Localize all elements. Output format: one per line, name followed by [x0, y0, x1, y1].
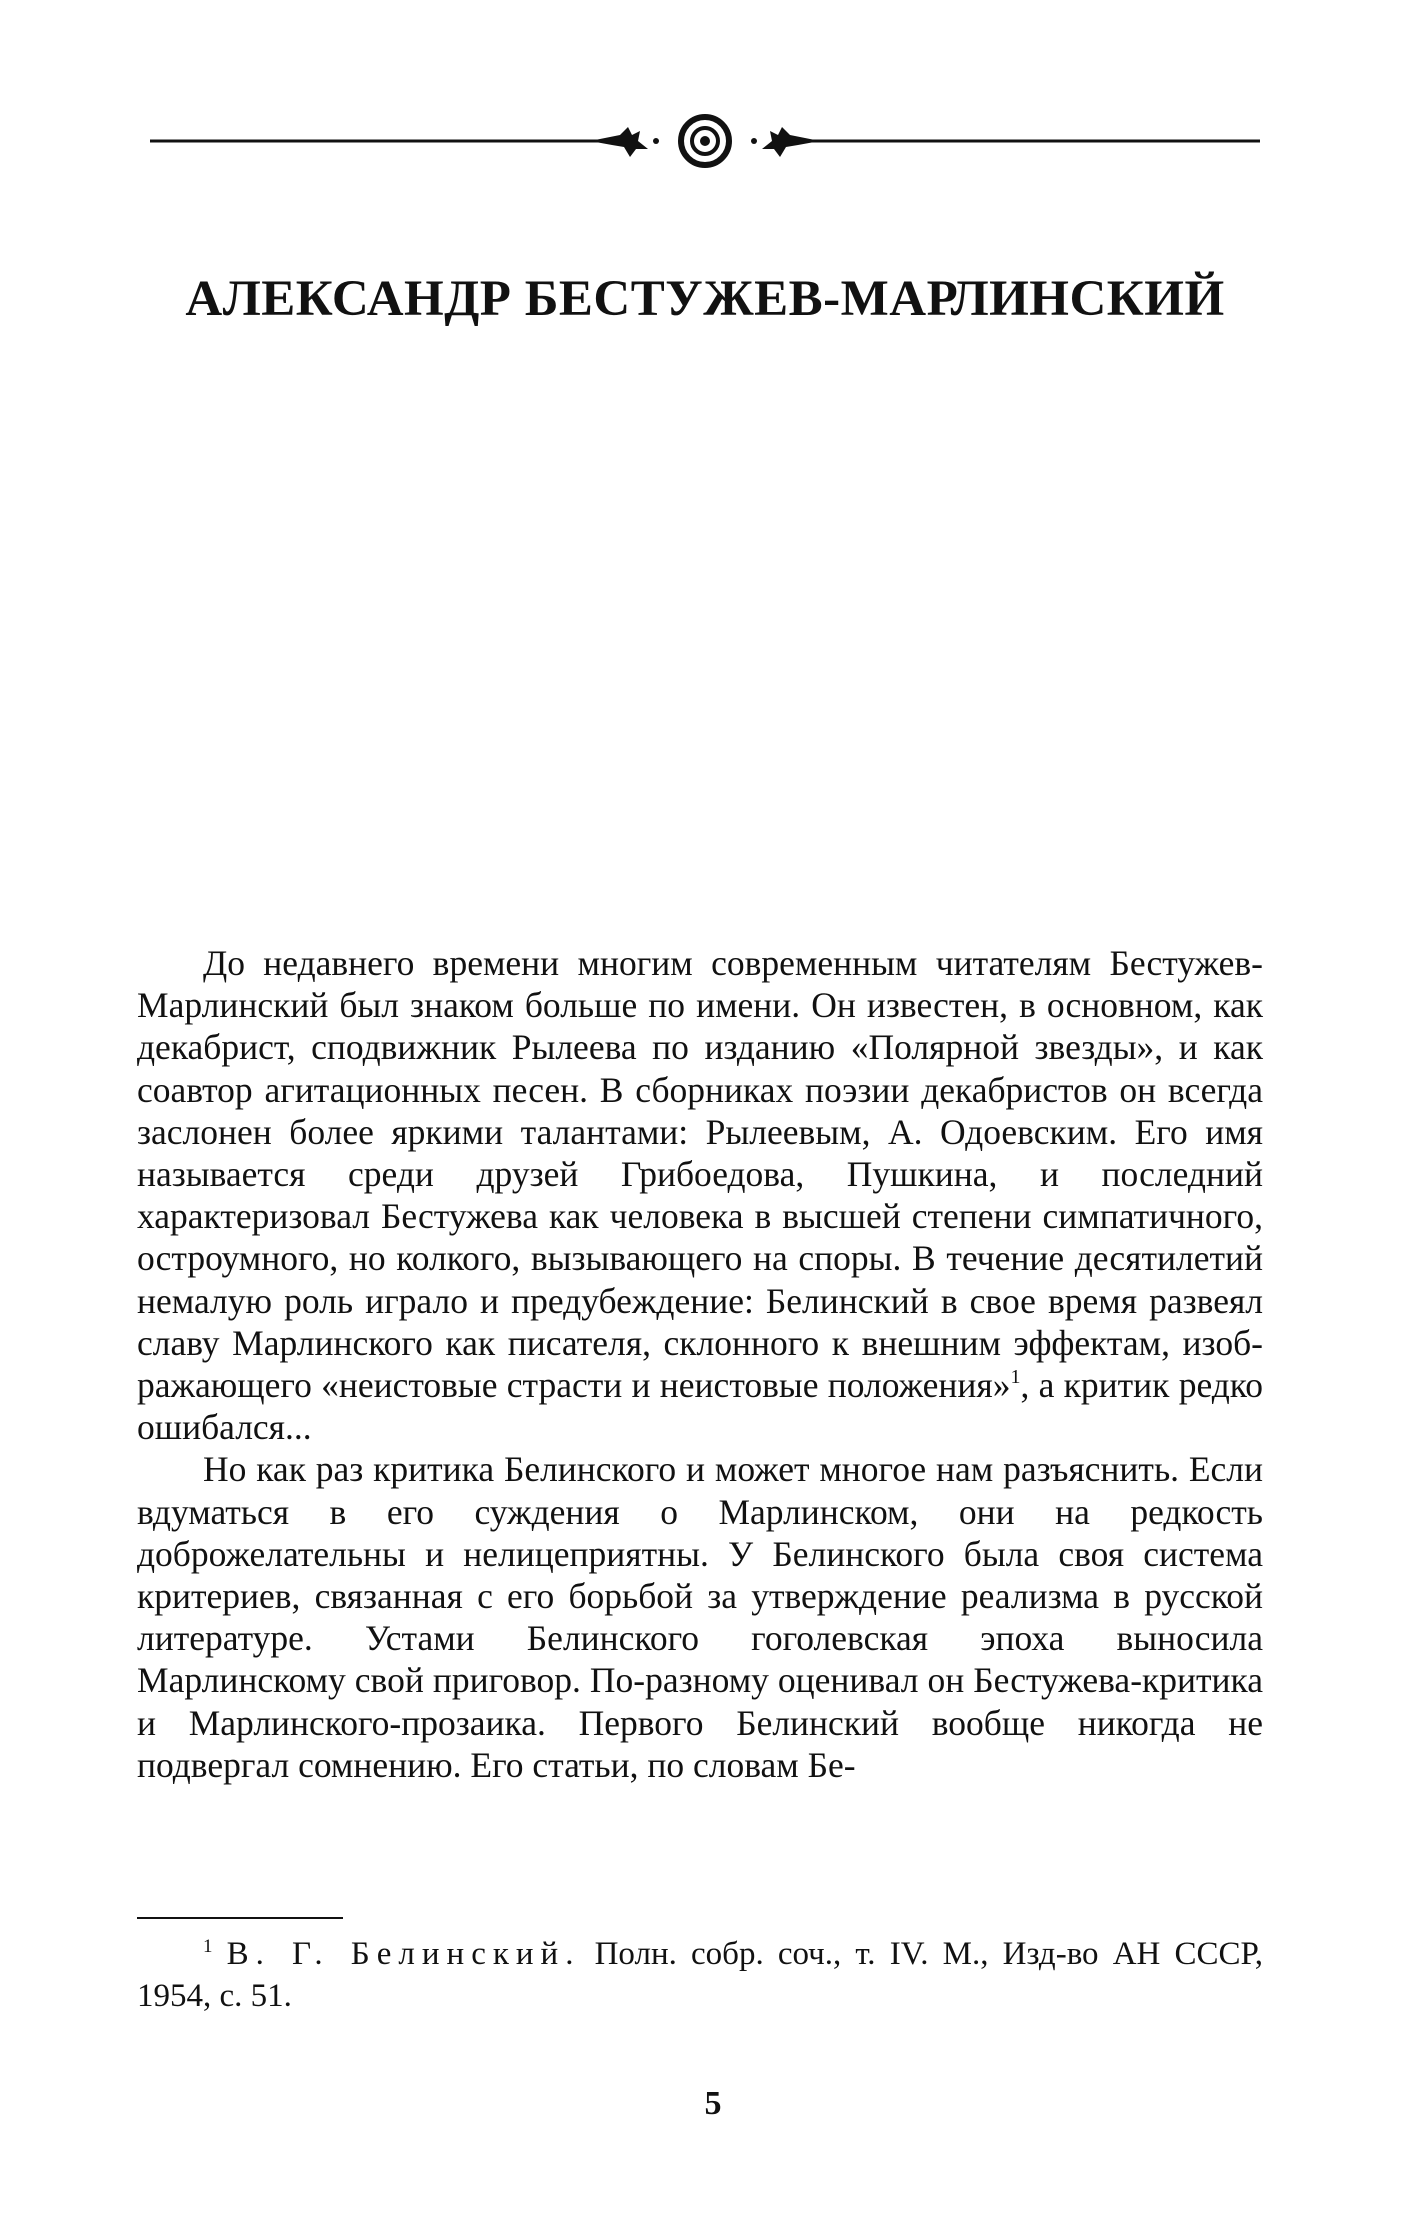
footnote-text: Полн. собр. соч., т. IV. М., Изд-во АН СССР, 1954, с. 51.	[137, 1936, 1264, 2014]
paragraph-text-continued: , а критик редко ошибался...	[137, 1365, 1263, 1448]
paragraph-text: Но как раз критика Белинского и может многое нам разъяснить. Если вдуматься в его суждения о Марлинском, они на редкость доброжелательны и нелицеприятны. У Белинского была своя система критериев, связанная с его борьбой за утверждение реализма в русской литературе. Устами Белинского гоголевская эпоха выносила Марлинскому свой приговор. По-разному оценивал он Бестужева-критика и Марлинского-прозаика. Первого Белинский вообще никогда не подвергал сомнению. Его статьи, по словам Бе-	[137, 1449, 1263, 1785]
header-ornament	[150, 105, 1260, 175]
page-number: 5	[704, 2085, 722, 2122]
footnote-divider	[137, 1917, 343, 1919]
footnote-entry	[137, 1933, 1263, 2017]
footnote	[137, 1933, 1263, 2017]
chapter-title: АЛЕКСАНДР БЕСТУЖЕВ-МАРЛИНСКИЙ	[185, 271, 1225, 327]
footnote-marker: 1	[203, 1936, 213, 1957]
footnote-reference[interactable]: 1	[1010, 1366, 1021, 1389]
paragraph	[137, 1448, 1263, 1786]
paragraph-text: До недавнего времени многим современным читателям Бестужев-Марлинский был знаком больше по имени. Он известен, в основном, как декабрист, сподвижник Рылеева по изданию «Полярной звезды», и как соавтор агитационных песен. В сборниках поэзии декабристов он всегда заслонен более яркими талантами: Рылеевым, А. Одоевским. Его имя называется среди друзей Грибоедова, Пушкина, и последний характеризовал Бестужева как человека в высшей степени симпатичного, остроумного, но колкого, вызывающего на споры. В течение десятилетий немалую роль играло и предубеждение: Белинский в свое время развеял славу Марлинского как писателя, склонного к внешним эффектам, изображающего «неистовые страсти и неистовые положения»	[137, 943, 1263, 1406]
body-text	[137, 942, 1263, 1786]
ornament-divider-icon	[150, 105, 1260, 175]
paragraph	[137, 942, 1263, 1448]
footnote-author: В. Г. Белинский.	[226, 1936, 581, 1972]
